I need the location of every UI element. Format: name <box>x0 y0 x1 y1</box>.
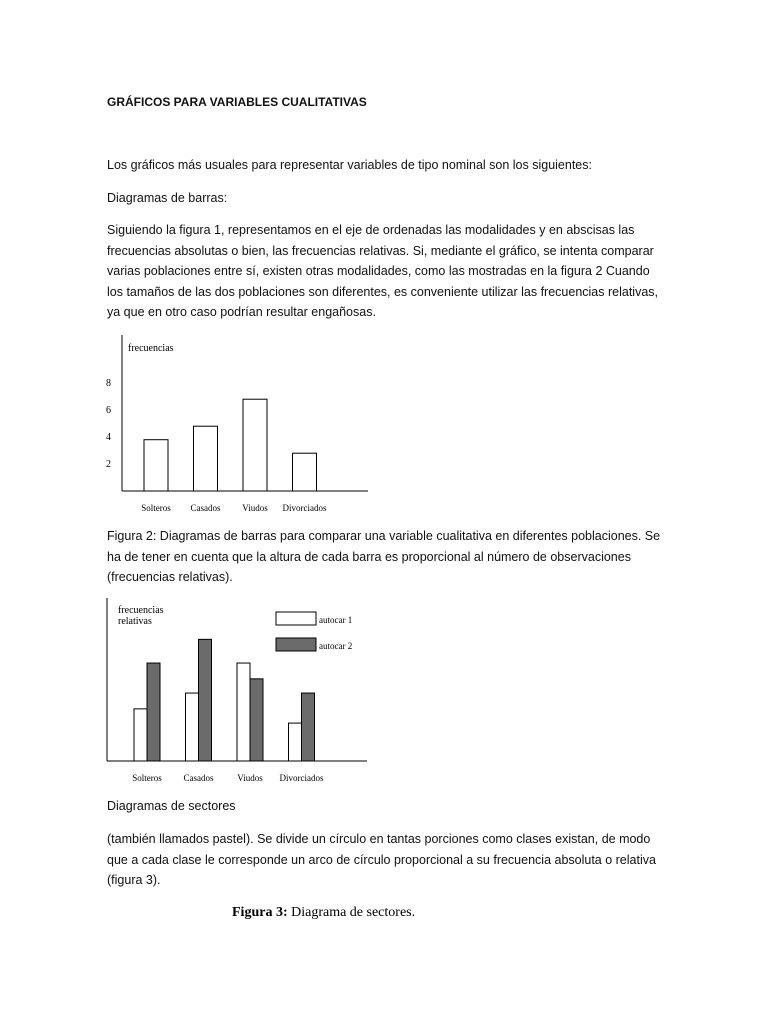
bar-chart-paragraph: Siguiendo la figura 1, representamos en el eje de ordenadas las modalidades y en abscisas las frecuencias absolutas o bien, las frecuencias relativas. Si, mediante el gráfico, se intenta comparar varias poblaciones entre sí, existen otras modalidades, como las mostradas en la figura 2 Cuando los tamaños de las dos poblaciones son diferentes, es conveniente utilizar las frecuencias relativas, ya que en otro caso podrían resultar engañosas. <box>107 223 659 319</box>
figure3-caption <box>232 905 415 921</box>
legend-label: autocar 2 <box>319 641 353 651</box>
figure3-text: Diagrama de sectores. <box>291 905 416 920</box>
y-axis-label: frecuencias <box>128 343 174 354</box>
page-title: GRÁFICOS PARA VARIABLES CUALITATIVAS <box>107 95 367 109</box>
legend-swatch <box>276 612 316 625</box>
sector-chart-heading: Diagramas de sectores <box>107 799 236 813</box>
bar <box>147 663 160 761</box>
bar <box>237 663 250 761</box>
x-tick-label: Viudos <box>242 503 268 513</box>
figure2-caption: Figura 2: Diagramas de barras para comparar una variable cualitativa en diferentes poblaciones. Se ha de tener en cuenta que la altura de cada barra es proporcional al número de observaciones (frecuencias relativas). <box>107 529 661 584</box>
bar <box>144 440 168 491</box>
bar <box>302 693 315 761</box>
sector-chart-paragraph: (también llamados pastel). Se divide un círculo en tantas porciones como clases existan, de modo que a cada clase le corresponde un arco de círculo proporcional a su frecuencia absoluta o relativa (figura 3). <box>107 832 656 887</box>
bar-chart-heading: Diagramas de barras: <box>107 191 228 205</box>
legend-label: autocar 1 <box>319 615 353 625</box>
y-tick-label: 4 <box>106 432 111 443</box>
bar <box>186 693 199 761</box>
y-tick-label: 6 <box>106 405 111 416</box>
bar <box>289 723 302 761</box>
legend-swatch <box>276 638 316 651</box>
bar <box>243 399 267 491</box>
x-tick-label: Viudos <box>237 773 263 783</box>
x-tick-label: Solteros <box>132 773 162 783</box>
intro-paragraph: Los gráficos más usuales para representar variables de tipo nominal son los siguientes: <box>107 158 592 172</box>
x-tick-label: Divorciados <box>282 503 327 513</box>
y-axis-label: relativas <box>118 616 152 627</box>
bar <box>293 453 317 491</box>
x-tick-label: Divorciados <box>279 773 324 783</box>
y-tick-label: 2 <box>106 459 111 470</box>
figure3-label: Figura 3: <box>232 905 288 920</box>
x-tick-label: Casados <box>183 773 214 783</box>
figure1-bar-chart <box>100 330 390 520</box>
y-axis-label: frecuencias <box>118 605 164 616</box>
bar <box>250 679 263 761</box>
figure2-grouped-bar-chart <box>100 595 390 790</box>
y-tick-label: 8 <box>106 378 111 389</box>
x-tick-label: Solteros <box>141 503 171 513</box>
bar <box>199 639 212 761</box>
bar <box>134 709 147 761</box>
bar <box>194 426 218 491</box>
x-tick-label: Casados <box>190 503 221 513</box>
